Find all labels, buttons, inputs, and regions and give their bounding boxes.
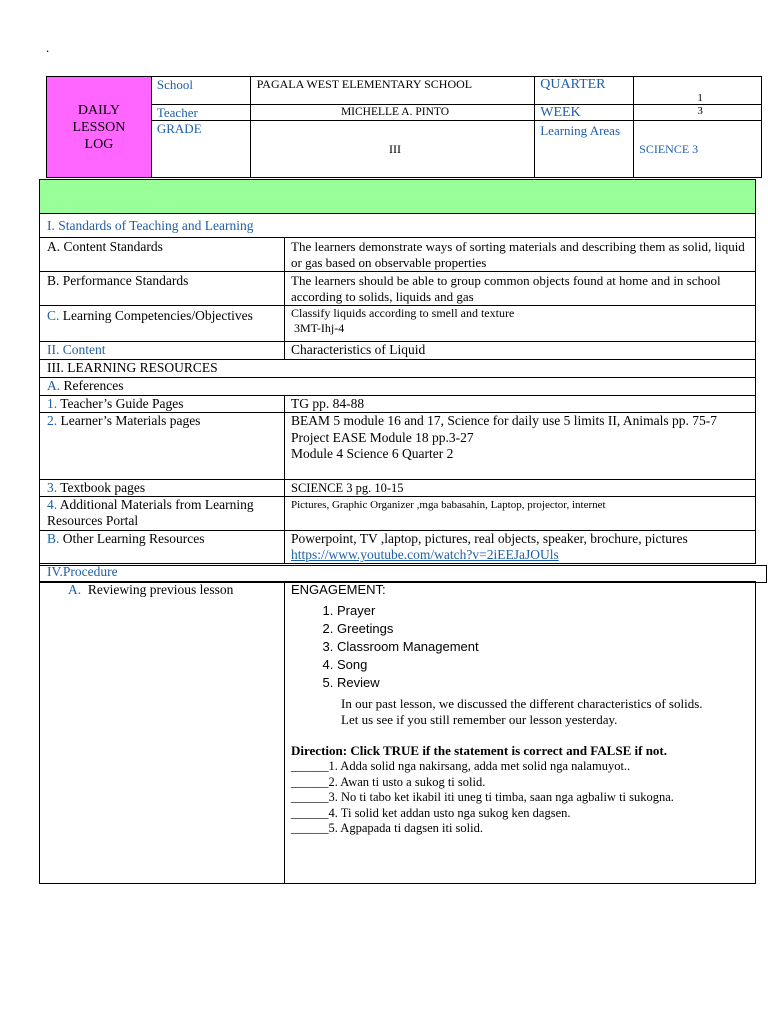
quiz-item: ______5. Agpapada ti dagsen iti solid. xyxy=(291,821,483,835)
teacher-value: MICHELLE A. PINTO xyxy=(250,105,535,121)
tg-value: TG pp. 84-88 xyxy=(285,396,756,413)
green-header-bar xyxy=(40,180,756,214)
am-text: Additional Materials from Learning Resources Portal xyxy=(47,497,254,528)
quiz-item: ______2. Awan ti usto a sukog ti solid. xyxy=(291,774,486,789)
references-row xyxy=(40,378,756,396)
section-standards-title: I. Standards of Teaching and Learning xyxy=(40,214,756,238)
header-table xyxy=(46,76,762,178)
am-value: Pictures, Graphic Organizer ,mga babasahin, Laptop, projector, internet xyxy=(285,497,756,531)
tg-label xyxy=(40,396,285,413)
competencies-value xyxy=(285,306,756,342)
lm-value xyxy=(285,413,756,480)
competencies-letter: C. xyxy=(47,308,60,323)
learning-areas-label: Learning Areas xyxy=(535,121,634,178)
review-text: Reviewing previous lesson xyxy=(87,582,234,597)
olr-value xyxy=(285,531,756,564)
school-value: PAGALA WEST ELEMENTARY SCHOOL xyxy=(250,77,535,105)
direction-text: Direction: Click TRUE if the statement is correct and FALSE if not. xyxy=(291,743,667,758)
title-line: LOG xyxy=(84,136,114,152)
content-standards-label: A. Content Standards xyxy=(40,238,285,272)
lm-line: Module 4 Science 6 Quarter 2 xyxy=(291,446,454,461)
title-line: LESSON xyxy=(72,119,126,135)
tb-text: Textbook pages xyxy=(57,480,146,495)
tg-num: 1. xyxy=(47,396,58,411)
lm-line: BEAM 5 module 16 and 17, Science for daily use 5 limits II, Animals pp. 75-7 xyxy=(291,413,717,428)
quarter-value: 1 xyxy=(634,77,762,105)
olr-materials: Powerpoint, TV ,laptop, pictures, real objects, speaker, brochure, pictures xyxy=(291,531,688,546)
lm-line: Project EASE Module 18 pp.3-27 xyxy=(291,429,474,445)
engagement-title: ENGAGEMENT: xyxy=(291,582,386,597)
tb-label xyxy=(40,480,285,497)
competencies-label xyxy=(40,306,285,342)
list-item: 5. Review xyxy=(337,674,755,692)
daily-lesson-log-title xyxy=(47,77,152,178)
week-label: WEEK xyxy=(535,105,634,121)
performance-standards-label: B. Performance Standards xyxy=(40,272,285,306)
competencies-code: 3MT-Ihj-4 xyxy=(291,321,345,335)
review-line: Let us see if you still remember our lesson yesterday. xyxy=(341,712,618,727)
quarter-label: QUARTER xyxy=(535,77,634,105)
lesson-plan-table xyxy=(39,179,756,884)
learning-areas-value: SCIENCE 3 xyxy=(634,121,762,178)
procedure-label: IV.Procedure xyxy=(40,564,756,582)
references-label: References xyxy=(60,378,124,393)
tb-value: SCIENCE 3 pg. 10-15 xyxy=(285,480,756,497)
engagement-list xyxy=(291,602,755,692)
engagement-cell xyxy=(285,582,756,884)
procedure-row-border xyxy=(39,565,767,583)
competencies-line: Classify liquids according to smell and texture xyxy=(291,306,515,320)
teacher-label: Teacher xyxy=(151,105,250,121)
grade-value: III xyxy=(250,121,535,178)
review-label xyxy=(40,582,285,884)
content-value: Characteristics of Liquid xyxy=(285,342,756,360)
learning-resources-heading: III. LEARNING RESOURCES xyxy=(40,360,756,378)
competencies-text: Learning Competencies/Objectives xyxy=(59,308,253,323)
school-label: School xyxy=(151,77,250,105)
quiz-item: ______3. No ti tabo ket ikabil iti uneg ti timba, saan nga agbaliw ti sukogna. xyxy=(291,790,674,804)
grade-label: GRADE xyxy=(151,121,250,178)
quiz-item: ______4. Ti solid ket addan usto nga sukog ken dagsen. xyxy=(291,805,571,820)
content-label: II. Content xyxy=(40,342,285,360)
performance-standards-value: The learners should be able to group common objects found at home and in school according to solids, liquids and gas xyxy=(285,272,756,306)
review-paragraph xyxy=(341,696,755,728)
youtube-link[interactable]: https://www.youtube.com/watch?v=2iEEJaJOUls xyxy=(291,547,559,562)
list-item: 4. Song xyxy=(337,656,755,674)
review-letter: A. xyxy=(68,582,82,597)
lm-label xyxy=(40,413,285,480)
lm-text: Learner’s Materials pages xyxy=(57,413,201,428)
lm-num: 2. xyxy=(47,413,58,428)
olr-text: Other Learning Resources xyxy=(59,531,205,546)
week-value: 3 xyxy=(634,105,762,121)
tb-num: 3. xyxy=(47,480,58,495)
list-item: 1. Prayer xyxy=(337,602,755,620)
references-letter: A. xyxy=(47,378,61,393)
list-item: 3. Classroom Management xyxy=(337,638,755,656)
am-label xyxy=(40,497,285,531)
tg-text: Teacher’s Guide Pages xyxy=(57,396,184,411)
am-num: 4. xyxy=(47,497,58,512)
review-line: In our past lesson, we discussed the different characteristics of solids. xyxy=(341,696,703,711)
title-line: DAILY xyxy=(77,102,120,118)
olr-label xyxy=(40,531,285,564)
olr-letter: B. xyxy=(47,531,60,546)
list-item: 2. Greetings xyxy=(337,620,755,638)
page-mark: . xyxy=(46,40,50,55)
quiz-item: ______1. Adda solid nga nakirsang, adda met solid nga nalamuyot.. xyxy=(291,759,631,773)
content-standards-value: The learners demonstrate ways of sorting materials and describing them as solid, liquid or gas based on observable properties xyxy=(285,238,756,272)
